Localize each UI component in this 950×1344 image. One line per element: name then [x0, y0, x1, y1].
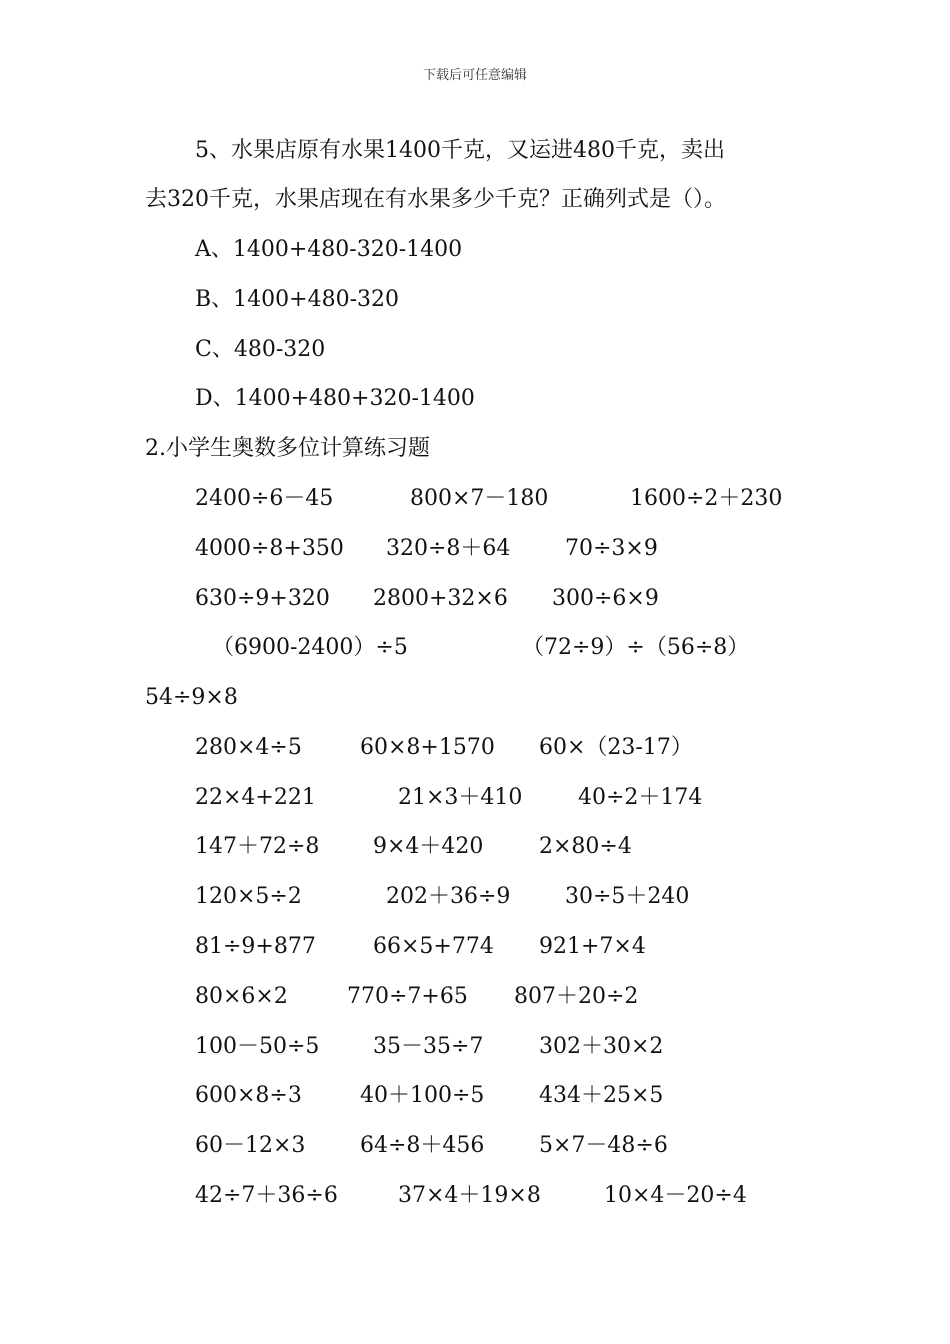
exercise-item: 9×4＋420: [373, 834, 484, 859]
exercise-item: 70÷3×9: [565, 536, 658, 561]
exercise-item: 40＋100÷5: [360, 1083, 485, 1108]
exercise-item: 54÷9×8: [145, 685, 238, 710]
exercise-item: 81÷9+877: [195, 934, 316, 959]
question-5-line-2: 去320千克，水果店现在有水果多少千克？正确列式是（）。: [145, 187, 726, 212]
exercise-item: 10×4－20÷4: [604, 1183, 747, 1208]
section-2-title: 2.小学生奥数多位计算练习题: [145, 436, 430, 461]
exercise-item: 800×7－180: [410, 486, 549, 511]
exercise-item: 630÷9+320: [195, 586, 330, 611]
exercise-item: 22×4+221: [195, 785, 316, 810]
exercise-item: 21×3＋410: [398, 785, 523, 810]
exercise-item: 80×6×2: [195, 984, 288, 1009]
exercise-item: 60×8+1570: [360, 735, 495, 760]
exercise-item: 2800+32×6: [373, 586, 508, 611]
option-a: A、1400+480-320-1400: [195, 237, 463, 262]
exercise-item: 807＋20÷2: [514, 984, 639, 1009]
page-header: 下载后可任意编辑: [422, 68, 527, 83]
exercise-item: （72÷9）÷（56÷8）: [522, 635, 750, 660]
exercise-item: 320÷8＋64: [386, 536, 511, 561]
option-b: B、1400+480-320: [195, 287, 400, 312]
exercise-item: 60－12×3: [195, 1133, 306, 1158]
exercise-item: 42÷7＋36÷6: [195, 1183, 338, 1208]
exercise-item: 35－35÷7: [373, 1034, 484, 1059]
exercise-item: 600×8÷3: [195, 1083, 302, 1108]
option-d: D、1400+480+320-1400: [195, 386, 475, 411]
exercise-item: 30÷5＋240: [565, 884, 690, 909]
exercise-item: 64÷8＋456: [360, 1133, 485, 1158]
exercise-item: 37×4＋19×8: [398, 1183, 541, 1208]
exercise-item: 300÷6×9: [552, 586, 659, 611]
exercise-item: 280×4÷5: [195, 735, 302, 760]
exercise-item: 770÷7+65: [347, 984, 468, 1009]
exercise-item: 302＋30×2: [539, 1034, 664, 1059]
exercise-item: 100－50÷5: [195, 1034, 320, 1059]
exercise-item: 4000÷8+350: [195, 536, 344, 561]
exercise-item: 1600÷2＋230: [630, 486, 783, 511]
exercise-item: 5×7－48÷6: [539, 1133, 668, 1158]
exercise-item: 147＋72÷8: [195, 834, 320, 859]
exercise-item: 120×5÷2: [195, 884, 302, 909]
exercise-item: 434＋25×5: [539, 1083, 664, 1108]
exercise-item: 921+7×4: [539, 934, 646, 959]
exercise-item: 2400÷6－45: [195, 486, 334, 511]
exercise-item: 202＋36÷9: [386, 884, 511, 909]
exercise-item: （6900-2400）÷5: [212, 635, 408, 660]
exercise-item: 60×（23-17）: [539, 735, 693, 760]
exercise-item: 2×80÷4: [539, 834, 632, 859]
question-5-line-1: 5、水果店原有水果1400千克，又运进480千克，卖出: [195, 138, 725, 163]
exercise-item: 66×5+774: [373, 934, 494, 959]
exercise-item: 40÷2＋174: [578, 785, 703, 810]
option-c: C、480-320: [195, 337, 326, 362]
